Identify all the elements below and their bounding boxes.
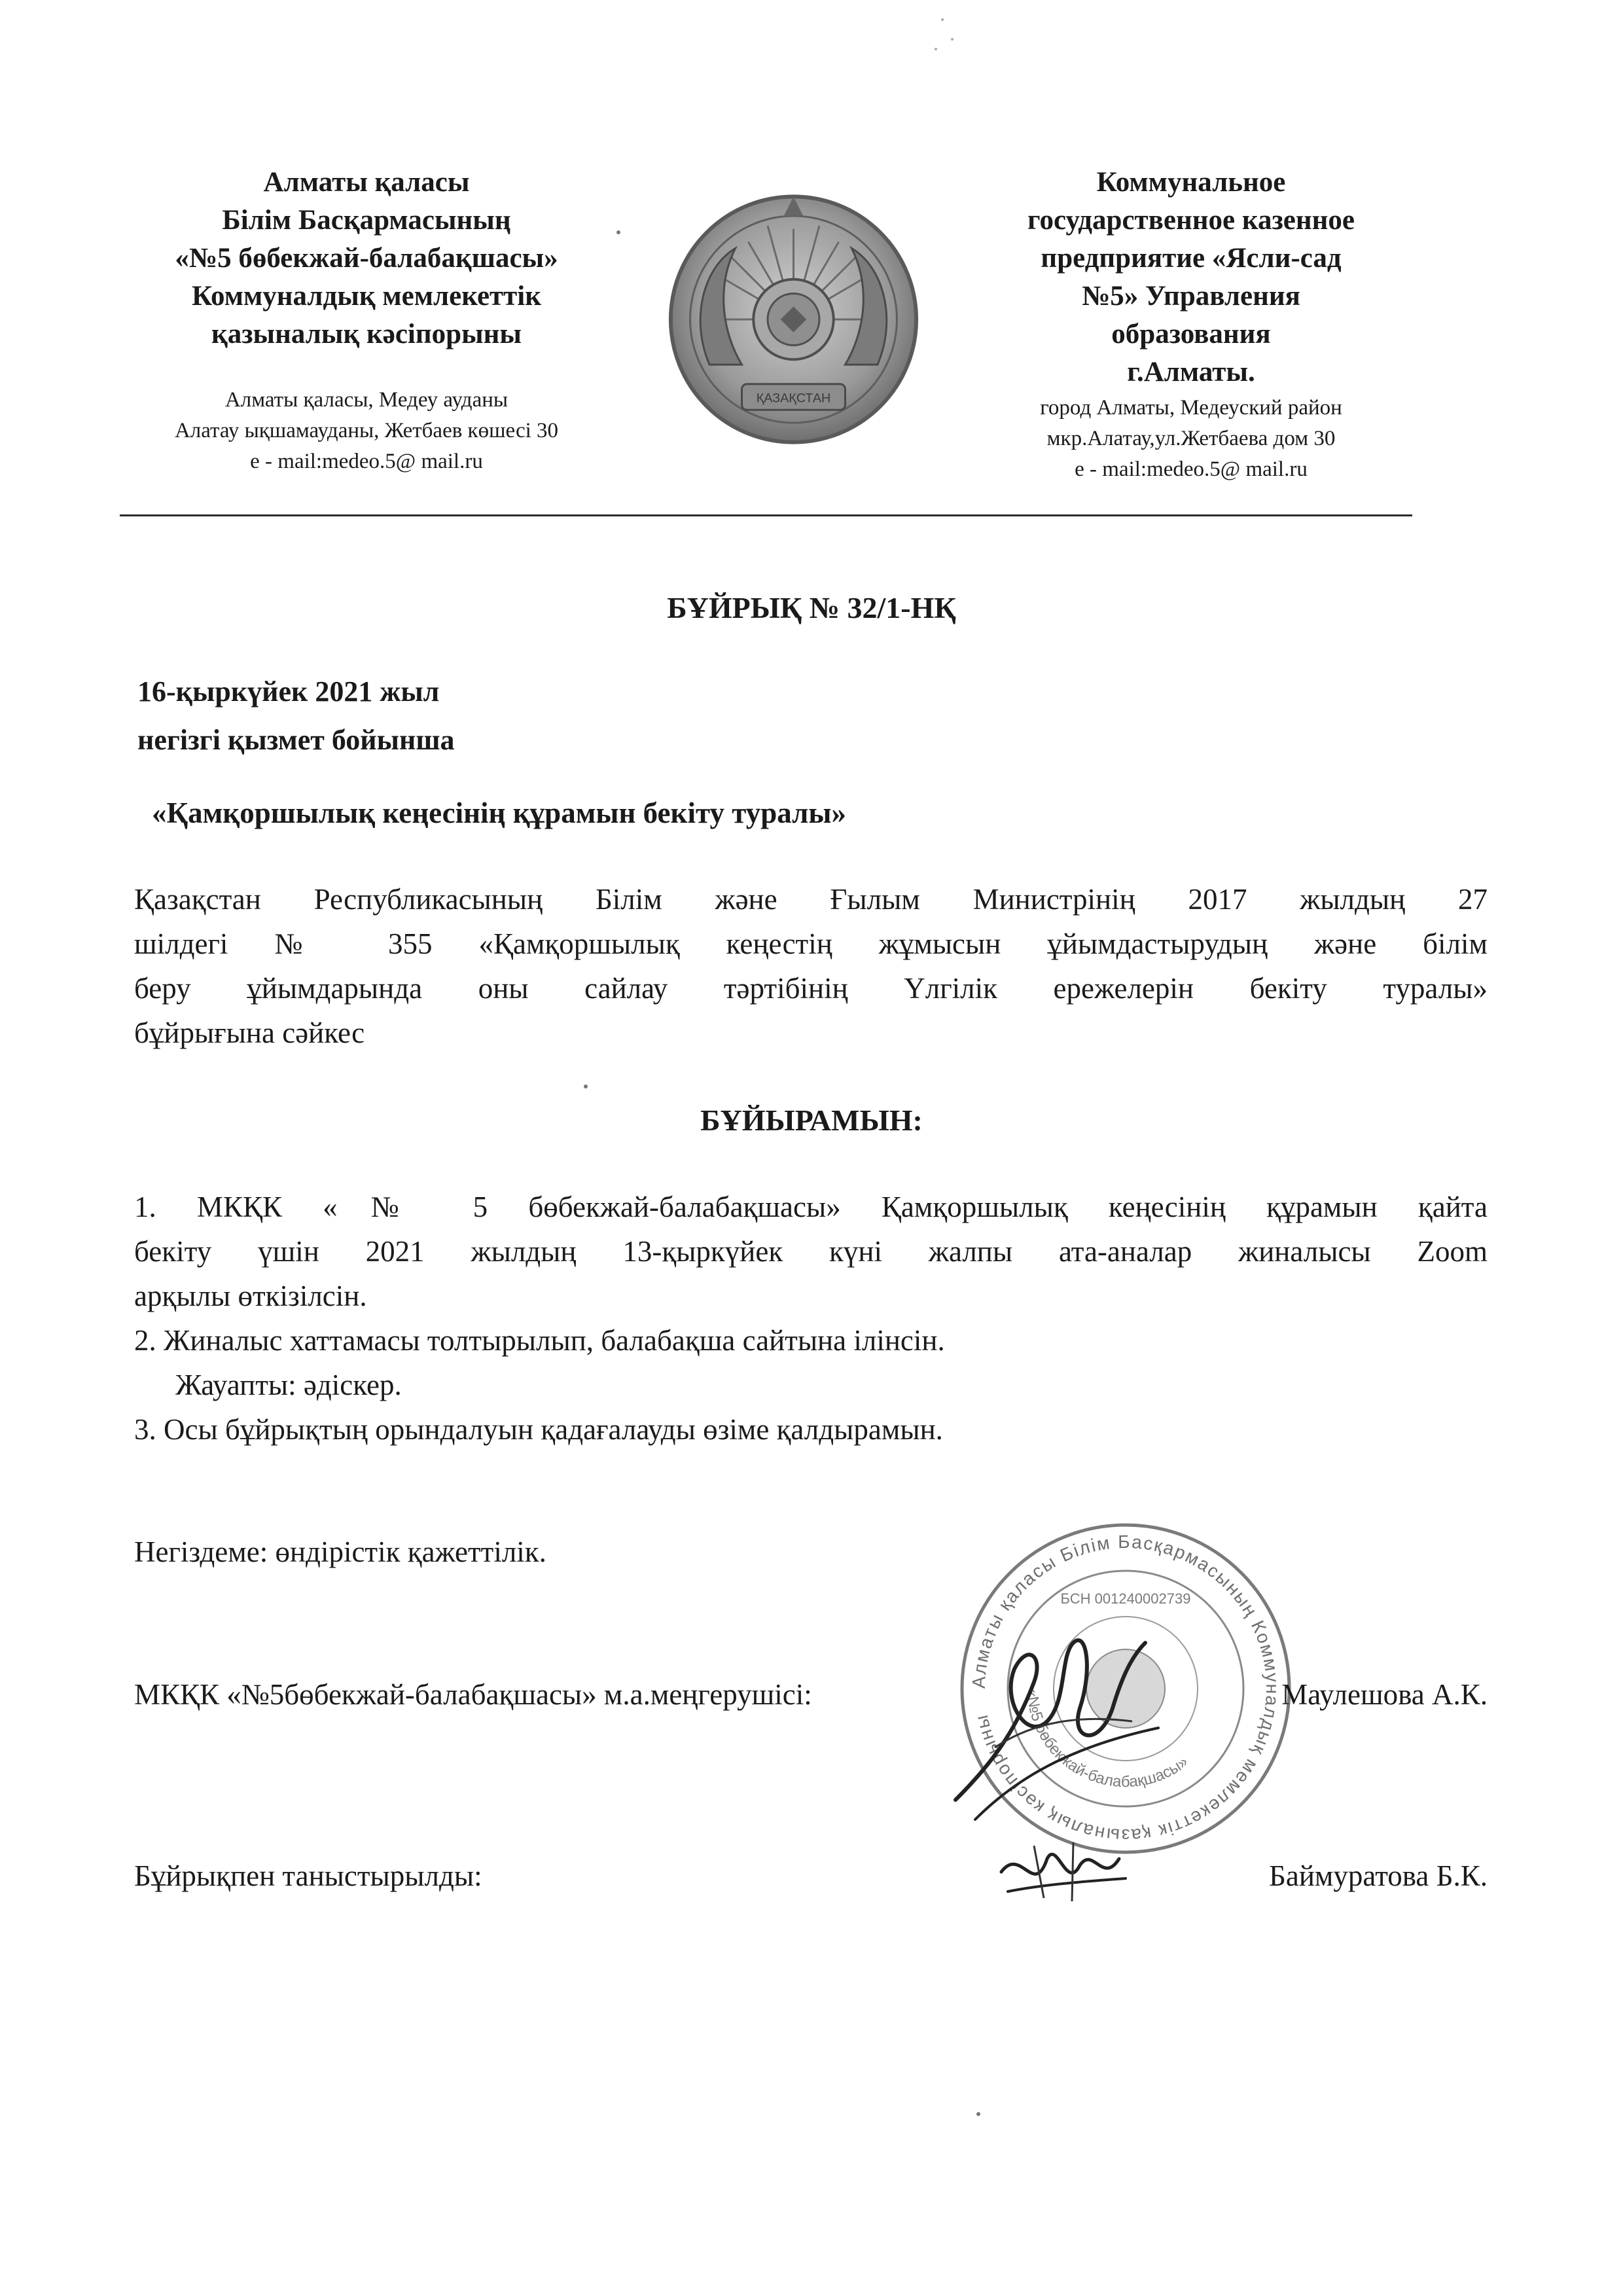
org-line: қазыналық кәсіпорыны bbox=[211, 319, 522, 350]
org-line: государственное казенное bbox=[1027, 205, 1355, 236]
signature-1-icon bbox=[936, 1617, 1171, 1833]
org-name-kk bbox=[118, 164, 615, 353]
item-line: 3. Осы бұйрықтың орындалуын қадағалауды өзіме қалдырамын. bbox=[134, 1413, 943, 1446]
preamble-line: шілдегі № 355 «Қамқоршылық кеңестің жұмысын ұйымдастырудың және білім bbox=[134, 927, 1488, 960]
address-line: Алатау ықшамауданы, Жетбаев көшесі 30 bbox=[174, 419, 559, 442]
decree-heading: БҰЙЫРАМЫН: bbox=[700, 1103, 923, 1137]
order-type: негізгі қызмет бойынша bbox=[137, 724, 455, 756]
signer-label: МКҚК «№5бөбекжай-балабақшасы» м.а.меңгерушісі: bbox=[134, 1678, 812, 1711]
item-line: бекіту үшін 2021 жылдың 13-қыркүйек күні жалпы ата-аналар жиналысы Zoom bbox=[134, 1235, 1488, 1268]
email-line: e - mail:medeo.5@ mail.ru bbox=[1075, 457, 1308, 481]
org-line: «№5 бөбекжай-балабақшасы» bbox=[175, 243, 558, 274]
email-line: e - mail:medeo.5@ mail.ru bbox=[250, 450, 483, 473]
header-right-ru bbox=[942, 164, 1440, 485]
stamp-inner-text: «№5 бөбекжай-балабақшасы» bbox=[1023, 1688, 1192, 1791]
signer-name: Маулешова А.К. bbox=[1281, 1678, 1488, 1711]
item-line: 1. МКҚК «№ 5 бөбекжай-балабақшасы» Қамқоршылық кеңесінің құрамын қайта bbox=[134, 1191, 1488, 1223]
signature-row-head bbox=[134, 1677, 1488, 1712]
item-line: арқылы өткізілсін. bbox=[134, 1280, 367, 1312]
order-basis: Негіздеме: өндірістік қажеттілік. bbox=[134, 1535, 546, 1568]
org-line: Білім Басқармасының bbox=[222, 205, 511, 236]
signature-row-ack bbox=[134, 1859, 1488, 1893]
org-line: Коммуналдық мемлекеттік bbox=[191, 281, 542, 312]
address-line: Алматы қаласы, Медеу ауданы bbox=[224, 388, 508, 412]
order-title: БҰЙРЫҚ № 32/1-НҚ bbox=[667, 591, 956, 624]
ack-name: Баймуратова Б.К. bbox=[1269, 1859, 1488, 1892]
org-line: №5» Управления bbox=[1082, 281, 1300, 312]
header-divider bbox=[120, 514, 1412, 516]
address-ru bbox=[942, 393, 1440, 485]
preamble-line: бұйрығына сәйкес bbox=[134, 1016, 365, 1049]
org-line: Коммунальное bbox=[1096, 167, 1286, 198]
stamp-outer-text: Алматы қаласы Білім Басқармасының Коммуналдық мемлекеттік қазыналық кәсіпорыны bbox=[968, 1531, 1283, 1846]
org-line: образования bbox=[1111, 319, 1271, 350]
address-line: мкр.Алатау,ул.Жетбаева дом 30 bbox=[1046, 427, 1336, 450]
state-emblem-icon bbox=[664, 188, 923, 450]
address-line: город Алматы, Медеуский район bbox=[1040, 396, 1342, 420]
org-line: г.Алматы. bbox=[1127, 357, 1255, 387]
order-date: 16-қыркүйек 2021 жыл bbox=[137, 675, 440, 708]
org-line: предприятие «Ясли-сад bbox=[1041, 243, 1342, 274]
order-subject: «Қамқоршылық кеңесінің құрамын бекіту туралы» bbox=[152, 797, 847, 829]
org-name-ru bbox=[942, 164, 1440, 391]
order-meta bbox=[137, 668, 454, 764]
order-items bbox=[134, 1185, 1488, 1452]
preamble-line: Қазақстан Республикасының Білім және Ғылым Министрінің 2017 жылдың 27 bbox=[134, 883, 1488, 916]
preamble-paragraph bbox=[134, 877, 1488, 1055]
header-left-kk bbox=[118, 164, 615, 477]
item-line: 2. Жиналыс хаттамасы толтырылып, балабақша сайтына ілінсін. bbox=[134, 1324, 945, 1357]
item-line: Жауапты: әдіскер. bbox=[175, 1369, 402, 1401]
stamp-bin: БСН 001240002739 bbox=[1060, 1590, 1191, 1607]
preamble-line: беру ұйымдарында оны сайлау тәртібінің Үлгілік ережелерін бекіту туралы» bbox=[134, 972, 1488, 1005]
emblem-text: ҚАЗАҚСТАН bbox=[756, 391, 831, 406]
ack-label: Бұйрықпен таныстырылды: bbox=[134, 1859, 482, 1892]
address-kk bbox=[118, 385, 615, 477]
org-line: Алматы қаласы bbox=[263, 167, 470, 198]
